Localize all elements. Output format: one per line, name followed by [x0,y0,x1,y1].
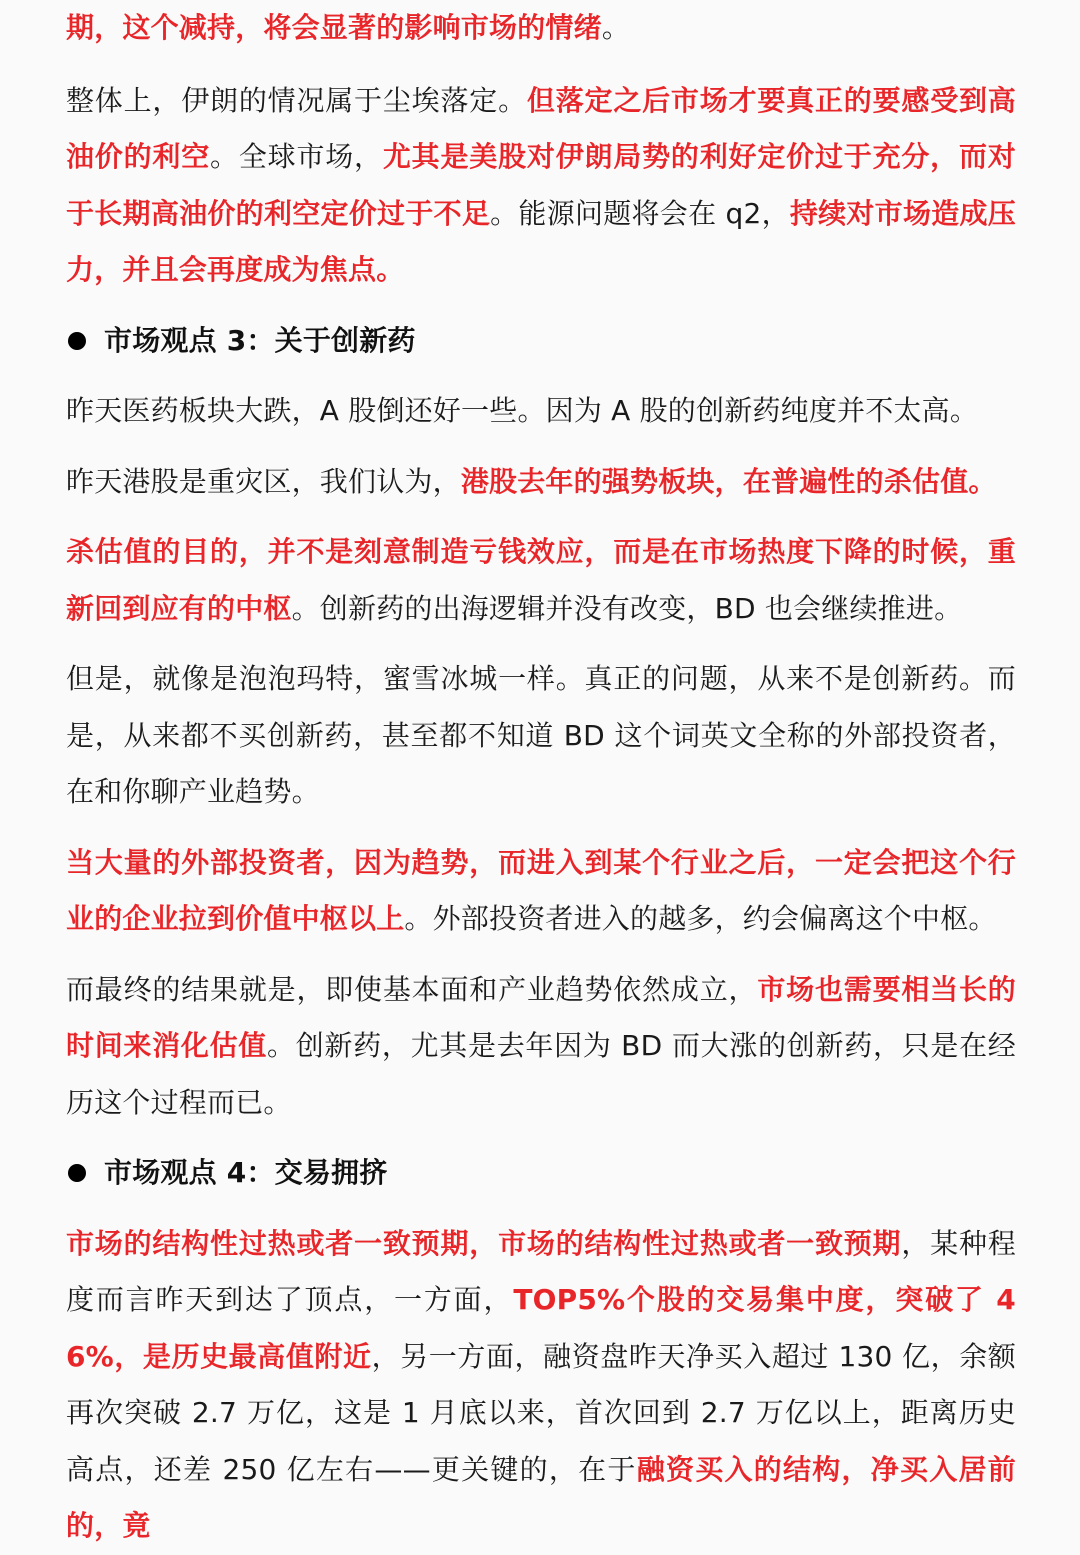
highlighted-text: 市场也需要相当长的时间来消化估值 [66,972,1016,1062]
paragraph [66,0,1016,57]
highlighted-text: 港股去年的强势板块，在普遍性的杀估值。 [460,464,997,498]
highlighted-text: 融资买入的结构，净买入居前的，竟 [66,1452,1016,1542]
body-text: 而最终的结果就是，即使基本面和产业趋势依然成立， [66,972,758,1006]
body-text: 市场观点 4：交易拥挤 [104,1156,388,1189]
highlighted-text: TOP5%个股的交易集中度，突破了 46%，是历史最高值附近 [66,1283,1016,1373]
body-text: 昨天港股是重灾区，我们认为， [66,464,461,498]
highlighted-text: 市场的结构性过热或者一致预期，市场的结构性过热或者一致预期 [66,1226,902,1260]
bullet-icon [68,332,86,350]
body-text: 但是，就像是泡泡玛特，蜜雪冰城一样。真正的问题，从来不是创新药。而是，从来都不买创新药，甚至都不知道 BD 这个词英文全称的外部投资者，在和你聊产业趋势。 [66,662,1016,808]
highlighted-text: 杀估值的目的，并不是刻意制造亏钱效应，而是在市场热度下降的时候，重新回到应有的中枢 [66,535,1016,625]
highlighted-text: 持续对市场造成压力，并且会再度成为焦点。 [66,196,1016,286]
body-text: 。外部投资者进入的越多，约会偏离这个中枢。 [404,902,997,935]
highlighted-text: 期，这个减持，将会显著的影响市场的情绪 [66,11,602,44]
section-heading-3 [66,313,1016,370]
highlighted-text: 尤其是美股对伊朗局势的利好定价过于充分，而对于长期高油价的利空定价过于不足 [66,140,1016,230]
body-text: 。 [601,11,631,44]
paragraph [66,454,1016,511]
body-text: ，某种程度而言昨天到达了顶点，一方面， [66,1226,1016,1316]
paragraph [66,524,1016,637]
paragraph [66,651,1016,821]
section-heading-4 [66,1145,1016,1202]
highlighted-text: 当大量的外部投资者，因为趋势，而进入到某个行业之后，一定会把这个行业的企业拉到价值中枢以上 [66,845,1016,935]
body-text: 昨天医药板块大跌，A 股倒还好一些。因为 A 股的创新药纯度并不太高。 [66,394,979,427]
body-text: ，另一方面，融资盘昨天净买入超过 130 亿，余额再次突破 2.7 万亿，这是 1 月底以来，首次回到 2.7 万亿以上，距离历史高点，还差 250 亿左右——更关键的，在于 [66,1339,1016,1486]
body-text: 。全球市场， [210,140,383,173]
body-text: 。能源问题将会在 q2， [490,196,790,230]
body-text: 。创新药的出海逻辑并没有改变，BD 也会继续推进。 [291,591,963,625]
body-text: 。创新药，尤其是去年因为 BD 而大涨的创新药，只是在经历这个过程而已。 [66,1029,1016,1119]
paragraph [66,1216,1016,1555]
article-body [66,0,1016,1555]
paragraph [66,962,1016,1132]
paragraph [66,73,1016,299]
paragraph [66,383,1016,440]
body-text: 市场观点 3：关于创新药 [104,323,416,357]
bullet-icon [68,1164,86,1182]
body-text: 整体上，伊朗的情况属于尘埃落定。 [66,83,527,117]
paragraph [66,835,1016,948]
highlighted-text: 但落定之后市场才要真正的要感受到高油价的利空 [66,83,1017,173]
